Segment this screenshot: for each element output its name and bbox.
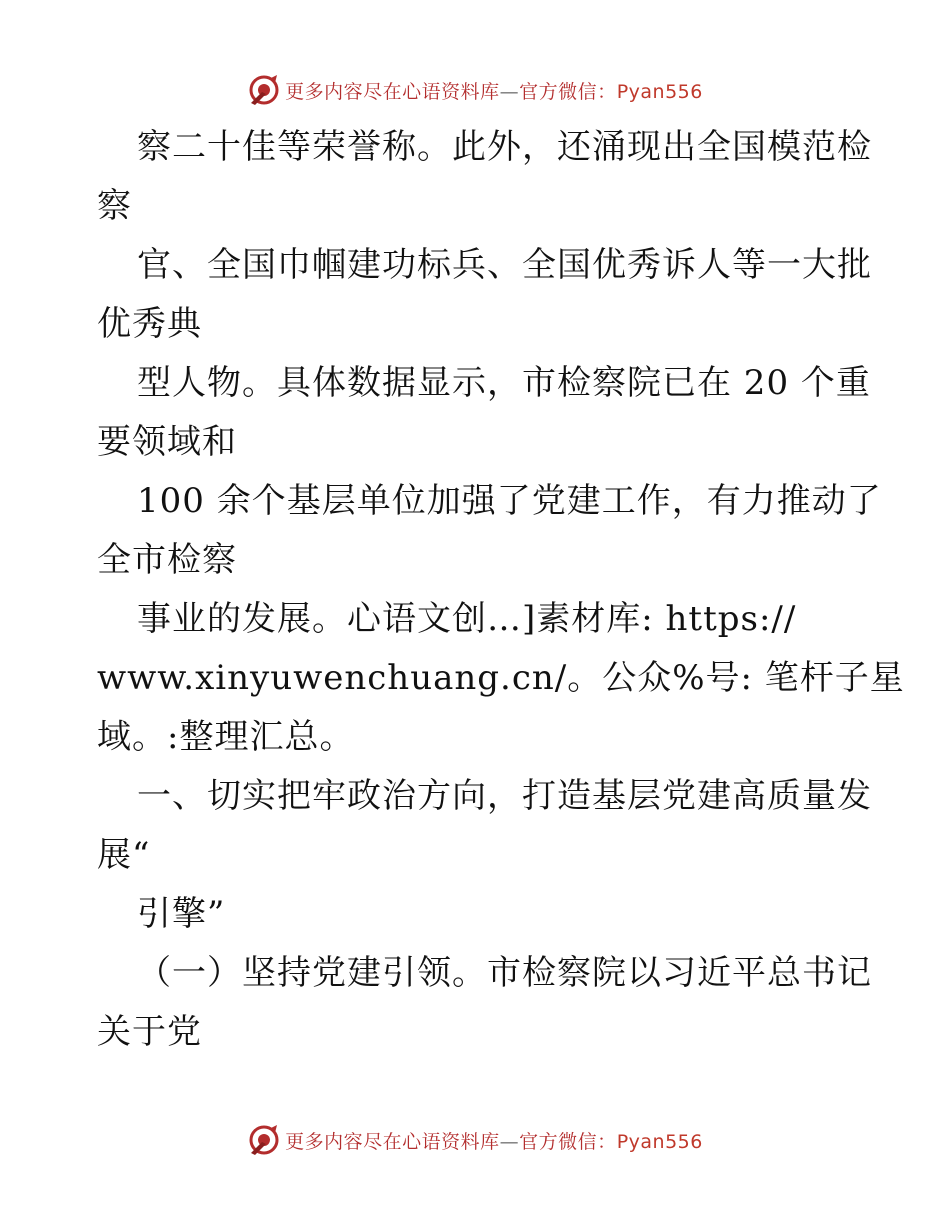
banner-suffix: 官方微信： — [519, 80, 617, 103]
header-banner — [0, 70, 950, 110]
footer-banner — [0, 1120, 950, 1160]
text-line: 引擎” — [137, 894, 226, 934]
text-line: 要领域和 — [97, 422, 237, 462]
text-line: 展“ — [97, 835, 151, 875]
text-line: 察二十佳等荣誉称。此外，还涌现出全国模范检 — [137, 127, 872, 167]
banner-prefix: 更多内容尽在心语资料库 — [285, 1130, 500, 1153]
text-line: 一、切实把牢政治方向，打造基层党建高质量发 — [137, 776, 872, 816]
text-line: 型人物。具体数据显示，市检察院已在 20 个重 — [137, 363, 871, 403]
text-line: www.xinyuwenchuang.cn/。公众%号: 笔杆子星 — [97, 658, 905, 698]
text-line: 关于党 — [97, 1012, 202, 1052]
text-line: （一）坚持党建引领。市检察院以习近平总书记 — [137, 953, 872, 993]
banner-dash: — — [499, 1130, 520, 1153]
pen-circle-logo-icon — [247, 73, 281, 107]
banner-account: Pyan556 — [616, 1130, 703, 1153]
text-line: 100 余个基层单位加强了党建工作，有力推动了 — [137, 481, 882, 521]
text-line: 官、全国巾帼建功标兵、全国优秀诉人等一大批 — [137, 245, 872, 285]
text-line: 优秀典 — [97, 304, 202, 344]
banner-account: Pyan556 — [616, 80, 703, 103]
banner-prefix: 更多内容尽在心语资料库 — [285, 80, 500, 103]
text-line: 察 — [97, 186, 132, 226]
text-line: 事业的发展。心语文创…]素材库: https:// — [137, 599, 797, 639]
banner-text — [285, 77, 703, 104]
text-line: 全市检察 — [97, 540, 237, 580]
banner-suffix: 官方微信： — [519, 1130, 617, 1153]
banner-dash: — — [499, 80, 520, 103]
pen-circle-logo-icon — [247, 1123, 281, 1157]
banner-text — [285, 1127, 703, 1154]
text-line: 域。:整理汇总。 — [97, 717, 355, 757]
document-body — [97, 118, 905, 1062]
